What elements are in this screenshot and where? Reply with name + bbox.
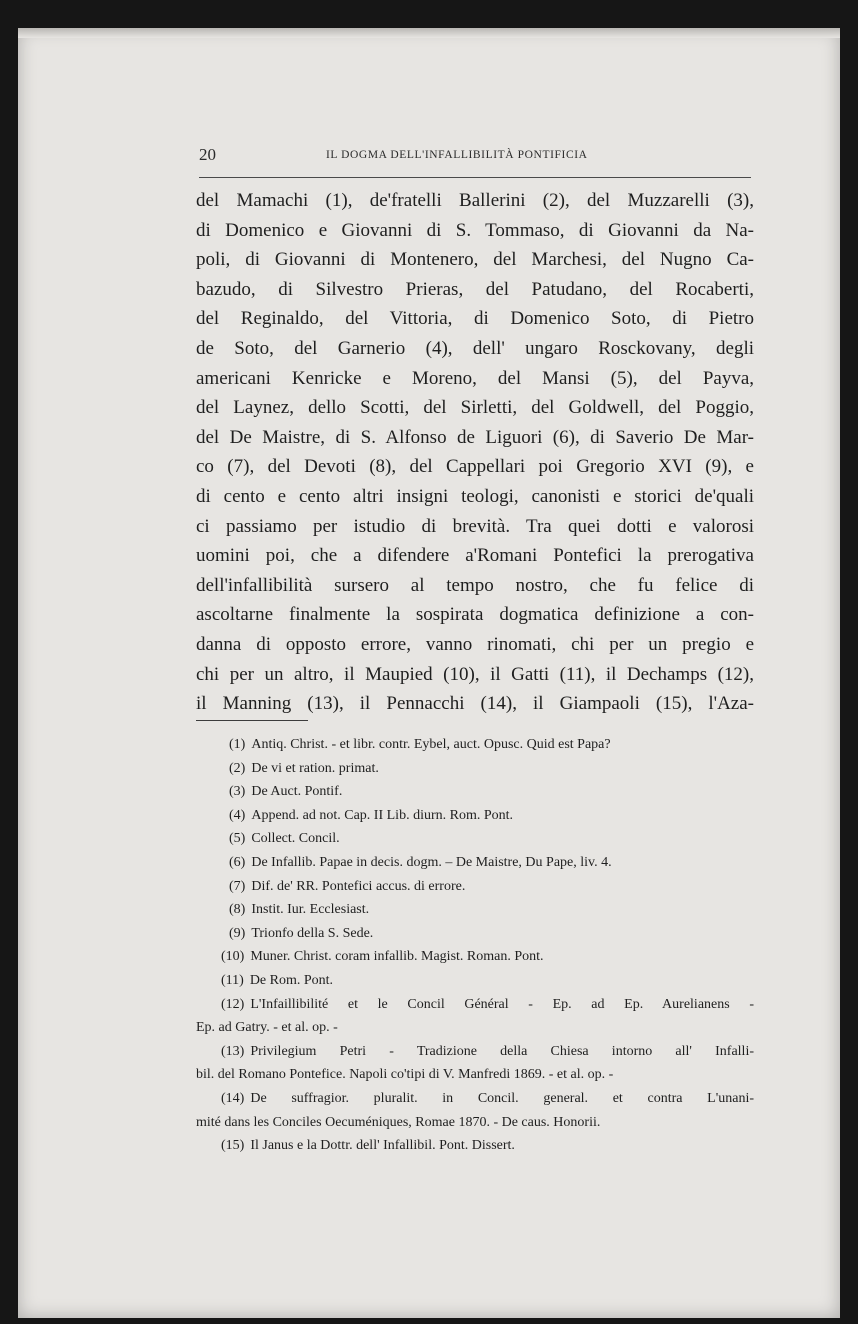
footnote-4 xyxy=(196,804,754,828)
body-line: bazudo, di Silvestro Prieras, del Patudano, del Rocaberti, xyxy=(196,278,754,300)
footnote-number: (7) xyxy=(229,878,246,894)
footnote-14 xyxy=(196,1087,754,1111)
footnote-number: (10) xyxy=(221,949,245,965)
body-line: dell'infallibilità sursero al tempo nostro, che fu felice di xyxy=(196,574,754,596)
footnote-text: Append. ad not. Cap. II Lib. diurn. Rom. Pont. xyxy=(251,807,514,823)
body-line: del Laynez, dello Scotti, del Sirletti, del Goldwell, del Poggio, xyxy=(196,397,754,419)
footnote-2 xyxy=(196,757,754,781)
footnote-8 xyxy=(196,898,754,922)
footnote-text: Antiq. Christ. - et libr. contr. Eybel, auct. Opusc. Quid est Papa? xyxy=(251,737,611,752)
body-line: co (7), del Devoti (8), del Cappellari poi Gregorio XVI (9), e xyxy=(196,456,754,478)
footnote-number: (1) xyxy=(229,737,246,752)
footnote-text: De vi et ration. primat. xyxy=(251,760,379,776)
body-line: del De Maistre, di S. Alfonso de Liguori (6), di Saverio De Mar- xyxy=(196,426,754,448)
footnote-12-continued: Ep. ad Gatry. - et al. op. - xyxy=(196,1020,338,1036)
footnote-text: Collect. Concil. xyxy=(251,831,340,847)
footnote-number: (11) xyxy=(221,972,244,988)
footnote-10 xyxy=(196,945,754,969)
body-line: danna di opposto errore, vanno rinomati, chi per un pregio e xyxy=(196,633,754,655)
footnote-text: Dif. de' RR. Pontefici accus. di errore. xyxy=(251,878,466,894)
body-line: americani Kenricke e Moreno, del Mansi (5), del Payva, xyxy=(196,367,754,389)
footnote-13 xyxy=(196,1040,754,1064)
footnote-text: Privilegium Petri - Tradizione della Chiesa intorno all' Infalli- xyxy=(250,1043,754,1059)
footnote-15 xyxy=(196,1134,754,1158)
footnote-1 xyxy=(196,733,754,757)
body-line: di Domenico e Giovanni di S. Tommaso, di Giovanni da Na- xyxy=(196,219,754,241)
footnote-text: De Infallib. Papae in decis. dogm. – De Maistre, Du Pape, liv. 4. xyxy=(251,854,612,870)
footnote-5 xyxy=(196,827,754,851)
body-text xyxy=(196,186,754,719)
footnote-number: (13) xyxy=(221,1043,245,1059)
footnotes xyxy=(196,733,754,1158)
footnote-number: (9) xyxy=(229,925,246,941)
body-line: di cento e cento altri insigni teologi, canonisti e storici de'quali xyxy=(196,485,754,507)
footnote-number: (8) xyxy=(229,902,246,918)
footnote-number: (12) xyxy=(221,996,245,1012)
footnote-text: De Rom. Pont. xyxy=(249,972,334,988)
page-top-edge xyxy=(18,28,840,38)
body-line: chi per un altro, il Maupied (10), il Gatti (11), il Dechamps (12), xyxy=(196,663,754,685)
footnote-number: (14) xyxy=(221,1090,245,1106)
header-rule xyxy=(199,177,751,178)
footnote-number: (6) xyxy=(229,854,246,870)
footnote-6 xyxy=(196,851,754,875)
page-number: 20 xyxy=(199,145,216,164)
footnote-text: De Auct. Pontif. xyxy=(251,784,343,800)
footnote-text: Muner. Christ. coram infallib. Magist. Roman. Pont. xyxy=(250,949,544,965)
footnote-number: (5) xyxy=(229,831,246,847)
footnote-number: (2) xyxy=(229,760,246,776)
footnote-3 xyxy=(196,780,754,804)
footnote-number: (15) xyxy=(221,1138,245,1154)
body-line: del Mamachi (1), de'fratelli Ballerini (2), del Muzzarelli (3), xyxy=(196,190,754,211)
footnote-11 xyxy=(196,969,754,993)
footnote-text: Trionfo della S. Sede. xyxy=(251,925,374,941)
footnote-7 xyxy=(196,875,754,899)
body-line: ci passiamo per istudio di brevità. Tra quei dotti e valorosi xyxy=(196,515,754,537)
footnote-number: (4) xyxy=(229,807,246,823)
footnote-14-continued: mité dans les Conciles Oecuméniques, Romae 1870. - De caus. Honorii. xyxy=(196,1114,601,1130)
footnote-text: De suffragior. pluralit. in Concil. general. et contra L'unani- xyxy=(250,1090,754,1106)
body-line: del Reginaldo, del Vittoria, di Domenico Soto, di Pietro xyxy=(196,308,754,330)
footnote-rule xyxy=(196,720,308,721)
running-head: IL DOGMA DELL'INFALLIBILITÀ PONTIFICIA xyxy=(326,149,588,161)
footnote-text: Il Janus e la Dottr. dell' Infallibil. Pont. Dissert. xyxy=(250,1138,515,1154)
body-line: uomini poi, che a difendere a'Romani Pontefici la prerogativa xyxy=(196,545,754,567)
body-line: ascoltarne finalmente la sospirata dogmatica definizione a con- xyxy=(196,604,754,626)
page-header xyxy=(199,145,752,167)
footnote-number: (3) xyxy=(229,784,246,800)
body-line: il Manning (13), il Pennacchi (14), il Giampaoli (15), l'Aza- xyxy=(196,693,754,715)
body-line: poli, di Giovanni di Montenero, del Marchesi, del Nugno Ca- xyxy=(196,249,754,271)
footnote-12 xyxy=(196,993,754,1017)
footnote-9 xyxy=(196,922,754,946)
footnote-text: Instit. Iur. Ecclesiast. xyxy=(251,902,370,918)
footnote-text: L'Infaillibilité et le Concil Général - Ep. ad Ep. Aurelianens - xyxy=(250,996,754,1012)
body-line: de Soto, del Garnerio (4), dell' ungaro Rosckovany, degli xyxy=(196,337,754,359)
footnote-13-continued: bil. del Romano Pontefice. Napoli co'tipi di V. Manfredi 1869. - et al. op. - xyxy=(196,1067,614,1083)
